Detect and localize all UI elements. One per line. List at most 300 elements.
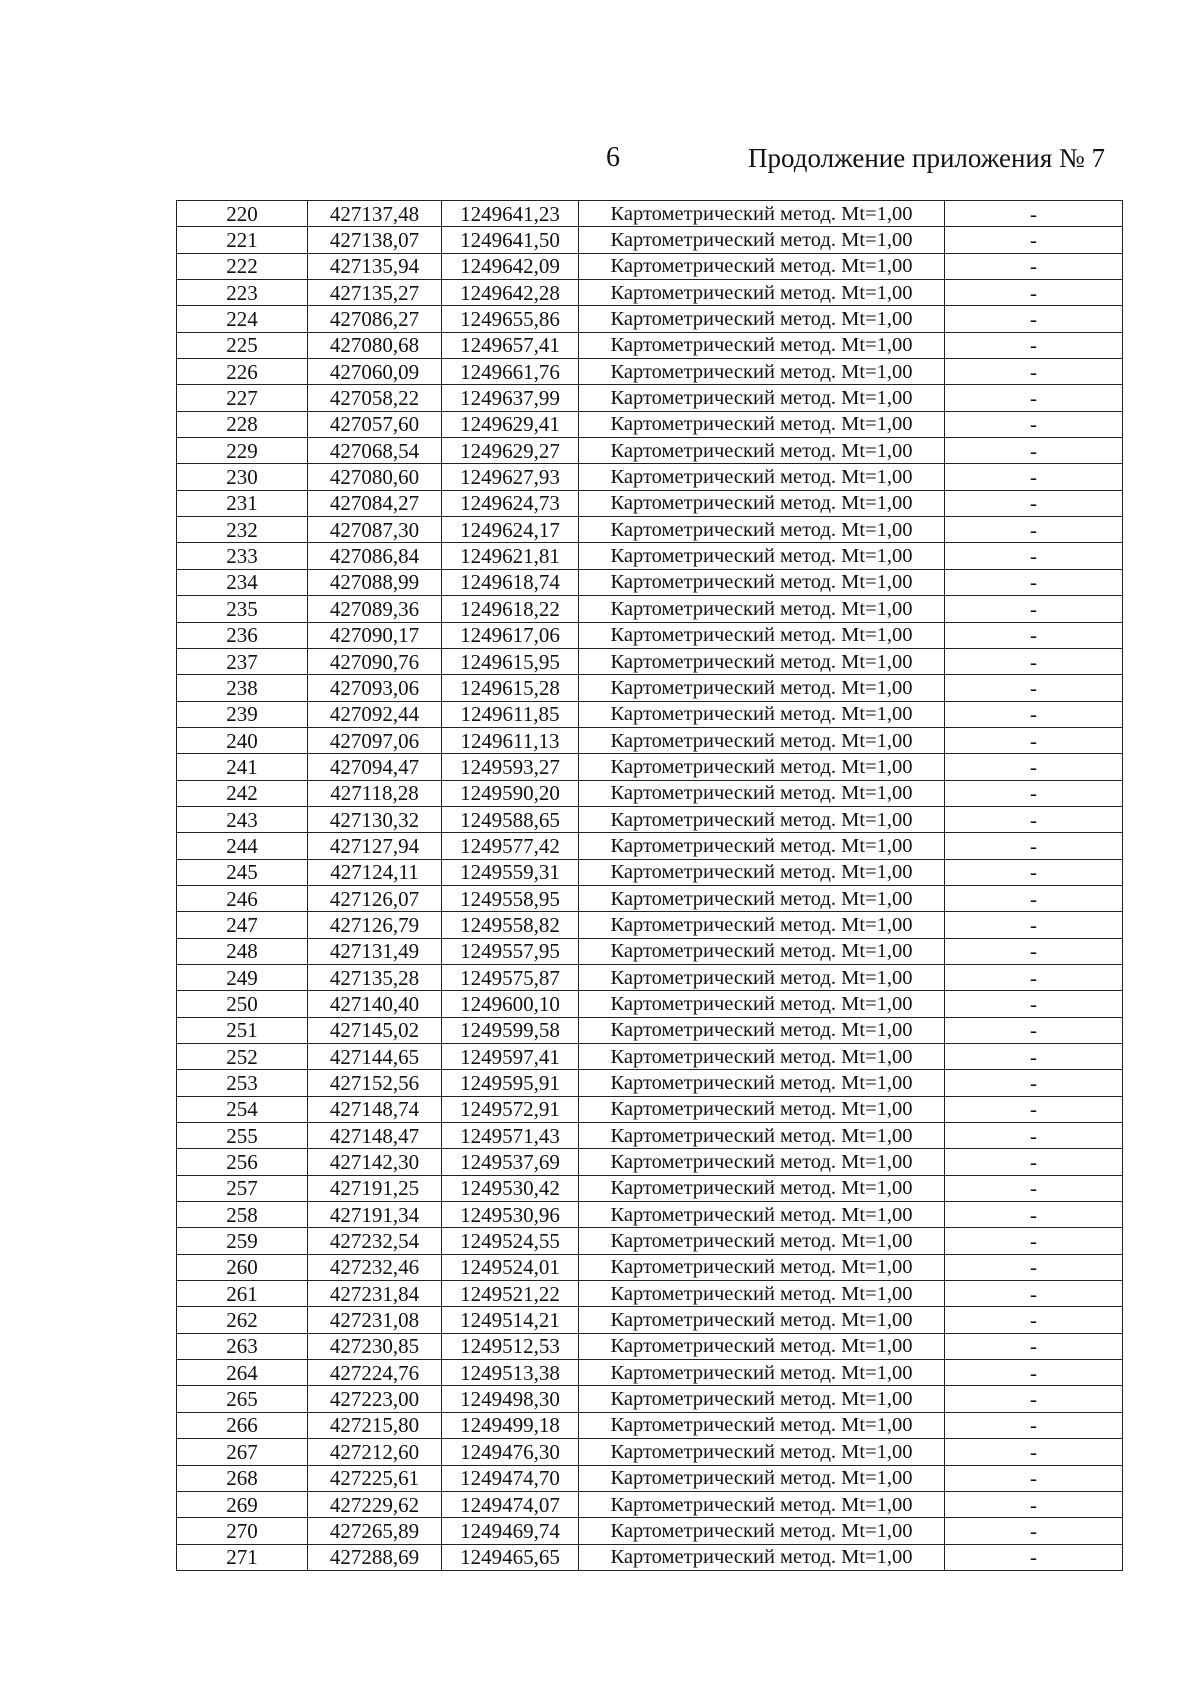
y-coordinate-cell: 1249499,18 (442, 1412, 579, 1438)
y-coordinate-cell: 1249618,22 (442, 596, 579, 622)
point-number-cell: 220 (177, 201, 308, 227)
method-cell: Картометрический метод. Mt=1,00 (579, 1017, 945, 1043)
table-row (177, 1360, 1123, 1386)
x-coordinate-cell: 427148,74 (308, 1096, 442, 1122)
y-coordinate-cell: 1249655,86 (442, 306, 579, 332)
x-coordinate-cell: 427089,36 (308, 596, 442, 622)
remark-cell: - (945, 464, 1123, 490)
point-number-cell: 249 (177, 964, 308, 990)
point-number-cell: 234 (177, 569, 308, 595)
y-coordinate-cell: 1249537,69 (442, 1149, 579, 1175)
point-number-cell: 232 (177, 517, 308, 543)
remark-cell: - (945, 1465, 1123, 1491)
remark-cell: - (945, 490, 1123, 516)
x-coordinate-cell: 427094,47 (308, 754, 442, 780)
remark-cell: - (945, 1491, 1123, 1517)
x-coordinate-cell: 427212,60 (308, 1439, 442, 1465)
table-row (177, 701, 1123, 727)
y-coordinate-cell: 1249558,95 (442, 885, 579, 911)
y-coordinate-cell: 1249611,13 (442, 727, 579, 753)
point-number-cell: 227 (177, 385, 308, 411)
x-coordinate-cell: 427152,56 (308, 1070, 442, 1096)
x-coordinate-cell: 427068,54 (308, 438, 442, 464)
remark-cell: - (945, 859, 1123, 885)
table-row (177, 596, 1123, 622)
table-row (177, 464, 1123, 490)
point-number-cell: 255 (177, 1123, 308, 1149)
method-cell: Картометрический метод. Mt=1,00 (579, 1333, 945, 1359)
x-coordinate-cell: 427142,30 (308, 1149, 442, 1175)
remark-cell: - (945, 359, 1123, 385)
x-coordinate-cell: 427225,61 (308, 1465, 442, 1491)
method-cell: Картометрический метод. Mt=1,00 (579, 253, 945, 279)
table-row (177, 1544, 1123, 1570)
point-number-cell: 254 (177, 1096, 308, 1122)
point-number-cell: 247 (177, 912, 308, 938)
point-number-cell: 233 (177, 543, 308, 569)
table-row (177, 1333, 1123, 1359)
method-cell: Картометрический метод. Mt=1,00 (579, 1096, 945, 1122)
table-row (177, 1412, 1123, 1438)
table-row (177, 1175, 1123, 1201)
method-cell: Картометрический метод. Mt=1,00 (579, 1518, 945, 1544)
y-coordinate-cell: 1249593,27 (442, 754, 579, 780)
table-row (177, 1149, 1123, 1175)
point-number-cell: 225 (177, 332, 308, 358)
method-cell: Картометрический метод. Mt=1,00 (579, 859, 945, 885)
method-cell: Картометрический метод. Mt=1,00 (579, 385, 945, 411)
remark-cell: - (945, 1544, 1123, 1570)
method-cell: Картометрический метод. Mt=1,00 (579, 1307, 945, 1333)
point-number-cell: 224 (177, 306, 308, 332)
y-coordinate-cell: 1249621,81 (442, 543, 579, 569)
method-cell: Картометрический метод. Mt=1,00 (579, 227, 945, 253)
table-row (177, 280, 1123, 306)
x-coordinate-cell: 427224,76 (308, 1360, 442, 1386)
table-row (177, 253, 1123, 279)
method-cell: Картометрический метод. Mt=1,00 (579, 1281, 945, 1307)
method-cell: Картометрический метод. Mt=1,00 (579, 201, 945, 227)
point-number-cell: 241 (177, 754, 308, 780)
method-cell: Картометрический метод. Mt=1,00 (579, 991, 945, 1017)
table-row (177, 964, 1123, 990)
y-coordinate-cell: 1249524,01 (442, 1254, 579, 1280)
table-row (177, 490, 1123, 516)
y-coordinate-cell: 1249571,43 (442, 1123, 579, 1149)
method-cell: Картометрический метод. Mt=1,00 (579, 359, 945, 385)
table-row (177, 727, 1123, 753)
method-cell: Картометрический метод. Mt=1,00 (579, 1123, 945, 1149)
method-cell: Картометрический метод. Mt=1,00 (579, 464, 945, 490)
x-coordinate-cell: 427191,34 (308, 1202, 442, 1228)
remark-cell: - (945, 517, 1123, 543)
method-cell: Картометрический метод. Mt=1,00 (579, 1465, 945, 1491)
method-cell: Картометрический метод. Mt=1,00 (579, 517, 945, 543)
method-cell: Картометрический метод. Mt=1,00 (579, 1228, 945, 1254)
remark-cell: - (945, 1254, 1123, 1280)
x-coordinate-cell: 427126,79 (308, 912, 442, 938)
method-cell: Картометрический метод. Mt=1,00 (579, 411, 945, 437)
page-caption: Продолжение приложения № 7 (748, 143, 1106, 173)
x-coordinate-cell: 427191,25 (308, 1175, 442, 1201)
y-coordinate-cell: 1249615,95 (442, 648, 579, 674)
table-row (177, 1491, 1123, 1517)
x-coordinate-cell: 427231,84 (308, 1281, 442, 1307)
remark-cell: - (945, 411, 1123, 437)
table-row (177, 833, 1123, 859)
remark-cell: - (945, 306, 1123, 332)
method-cell: Картометрический метод. Mt=1,00 (579, 569, 945, 595)
coordinates-table (176, 200, 1123, 1571)
y-coordinate-cell: 1249641,50 (442, 227, 579, 253)
method-cell: Картометрический метод. Mt=1,00 (579, 675, 945, 701)
x-coordinate-cell: 427084,27 (308, 490, 442, 516)
y-coordinate-cell: 1249661,76 (442, 359, 579, 385)
method-cell: Картометрический метод. Mt=1,00 (579, 701, 945, 727)
remark-cell: - (945, 253, 1123, 279)
method-cell: Картометрический метод. Mt=1,00 (579, 912, 945, 938)
method-cell: Картометрический метод. Mt=1,00 (579, 596, 945, 622)
table-row (177, 1386, 1123, 1412)
point-number-cell: 228 (177, 411, 308, 437)
point-number-cell: 223 (177, 280, 308, 306)
x-coordinate-cell: 427215,80 (308, 1412, 442, 1438)
y-coordinate-cell: 1249629,41 (442, 411, 579, 437)
table-row (177, 1123, 1123, 1149)
x-coordinate-cell: 427090,17 (308, 622, 442, 648)
y-coordinate-cell: 1249474,70 (442, 1465, 579, 1491)
x-coordinate-cell: 427086,84 (308, 543, 442, 569)
remark-cell: - (945, 1175, 1123, 1201)
remark-cell: - (945, 1149, 1123, 1175)
y-coordinate-cell: 1249599,58 (442, 1017, 579, 1043)
x-coordinate-cell: 427231,08 (308, 1307, 442, 1333)
point-number-cell: 252 (177, 1044, 308, 1070)
point-number-cell: 264 (177, 1360, 308, 1386)
remark-cell: - (945, 727, 1123, 753)
y-coordinate-cell: 1249618,74 (442, 569, 579, 595)
point-number-cell: 246 (177, 885, 308, 911)
x-coordinate-cell: 427086,27 (308, 306, 442, 332)
method-cell: Картометрический метод. Mt=1,00 (579, 280, 945, 306)
remark-cell: - (945, 227, 1123, 253)
point-number-cell: 250 (177, 991, 308, 1017)
y-coordinate-cell: 1249513,38 (442, 1360, 579, 1386)
method-cell: Картометрический метод. Mt=1,00 (579, 438, 945, 464)
remark-cell: - (945, 1360, 1123, 1386)
remark-cell: - (945, 1123, 1123, 1149)
remark-cell: - (945, 1070, 1123, 1096)
method-cell: Картометрический метод. Mt=1,00 (579, 332, 945, 358)
remark-cell: - (945, 991, 1123, 1017)
table-row (177, 1096, 1123, 1122)
y-coordinate-cell: 1249498,30 (442, 1386, 579, 1412)
method-cell: Картометрический метод. Mt=1,00 (579, 806, 945, 832)
remark-cell: - (945, 596, 1123, 622)
y-coordinate-cell: 1249590,20 (442, 780, 579, 806)
method-cell: Картометрический метод. Mt=1,00 (579, 543, 945, 569)
table-row (177, 1228, 1123, 1254)
point-number-cell: 231 (177, 490, 308, 516)
remark-cell: - (945, 1307, 1123, 1333)
point-number-cell: 259 (177, 1228, 308, 1254)
point-number-cell: 242 (177, 780, 308, 806)
point-number-cell: 230 (177, 464, 308, 490)
point-number-cell: 222 (177, 253, 308, 279)
table-row (177, 1017, 1123, 1043)
y-coordinate-cell: 1249627,93 (442, 464, 579, 490)
point-number-cell: 270 (177, 1518, 308, 1544)
remark-cell: - (945, 1386, 1123, 1412)
remark-cell: - (945, 1228, 1123, 1254)
point-number-cell: 269 (177, 1491, 308, 1517)
table-row (177, 438, 1123, 464)
remark-cell: - (945, 201, 1123, 227)
x-coordinate-cell: 427087,30 (308, 517, 442, 543)
table-row (177, 1070, 1123, 1096)
method-cell: Картометрический метод. Mt=1,00 (579, 727, 945, 753)
method-cell: Картометрический метод. Mt=1,00 (579, 1386, 945, 1412)
x-coordinate-cell: 427080,68 (308, 332, 442, 358)
method-cell: Картометрический метод. Mt=1,00 (579, 1491, 945, 1517)
remark-cell: - (945, 280, 1123, 306)
table-row (177, 648, 1123, 674)
x-coordinate-cell: 427229,62 (308, 1491, 442, 1517)
x-coordinate-cell: 427140,40 (308, 991, 442, 1017)
y-coordinate-cell: 1249615,28 (442, 675, 579, 701)
table-row (177, 227, 1123, 253)
remark-cell: - (945, 938, 1123, 964)
y-coordinate-cell: 1249524,55 (442, 1228, 579, 1254)
x-coordinate-cell: 427097,06 (308, 727, 442, 753)
table-row (177, 411, 1123, 437)
y-coordinate-cell: 1249629,27 (442, 438, 579, 464)
remark-cell: - (945, 622, 1123, 648)
remark-cell: - (945, 964, 1123, 990)
method-cell: Картометрический метод. Mt=1,00 (579, 1412, 945, 1438)
point-number-cell: 253 (177, 1070, 308, 1096)
method-cell: Картометрический метод. Mt=1,00 (579, 1044, 945, 1070)
x-coordinate-cell: 427138,07 (308, 227, 442, 253)
point-number-cell: 271 (177, 1544, 308, 1570)
point-number-cell: 226 (177, 359, 308, 385)
x-coordinate-cell: 427230,85 (308, 1333, 442, 1359)
table-row (177, 1307, 1123, 1333)
remark-cell: - (945, 780, 1123, 806)
table-row (177, 780, 1123, 806)
remark-cell: - (945, 385, 1123, 411)
y-coordinate-cell: 1249577,42 (442, 833, 579, 859)
method-cell: Картометрический метод. Mt=1,00 (579, 964, 945, 990)
point-number-cell: 257 (177, 1175, 308, 1201)
x-coordinate-cell: 427080,60 (308, 464, 442, 490)
table-row (177, 1044, 1123, 1070)
table-row (177, 1439, 1123, 1465)
y-coordinate-cell: 1249597,41 (442, 1044, 579, 1070)
point-number-cell: 258 (177, 1202, 308, 1228)
x-coordinate-cell: 427093,06 (308, 675, 442, 701)
point-number-cell: 236 (177, 622, 308, 648)
y-coordinate-cell: 1249559,31 (442, 859, 579, 885)
method-cell: Картометрический метод. Mt=1,00 (579, 833, 945, 859)
method-cell: Картометрический метод. Mt=1,00 (579, 1544, 945, 1570)
x-coordinate-cell: 427060,09 (308, 359, 442, 385)
x-coordinate-cell: 427288,69 (308, 1544, 442, 1570)
y-coordinate-cell: 1249642,28 (442, 280, 579, 306)
table-row (177, 1518, 1123, 1544)
table-row (177, 385, 1123, 411)
point-number-cell: 267 (177, 1439, 308, 1465)
y-coordinate-cell: 1249642,09 (442, 253, 579, 279)
y-coordinate-cell: 1249558,82 (442, 912, 579, 938)
point-number-cell: 248 (177, 938, 308, 964)
point-number-cell: 251 (177, 1017, 308, 1043)
x-coordinate-cell: 427130,32 (308, 806, 442, 832)
point-number-cell: 244 (177, 833, 308, 859)
point-number-cell: 265 (177, 1386, 308, 1412)
point-number-cell: 237 (177, 648, 308, 674)
point-number-cell: 229 (177, 438, 308, 464)
y-coordinate-cell: 1249600,10 (442, 991, 579, 1017)
y-coordinate-cell: 1249588,65 (442, 806, 579, 832)
x-coordinate-cell: 427135,28 (308, 964, 442, 990)
y-coordinate-cell: 1249624,73 (442, 490, 579, 516)
x-coordinate-cell: 427127,94 (308, 833, 442, 859)
table-row (177, 332, 1123, 358)
remark-cell: - (945, 912, 1123, 938)
table-row (177, 622, 1123, 648)
y-coordinate-cell: 1249557,95 (442, 938, 579, 964)
x-coordinate-cell: 427135,27 (308, 280, 442, 306)
point-number-cell: 239 (177, 701, 308, 727)
table-row (177, 569, 1123, 595)
method-cell: Картометрический метод. Mt=1,00 (579, 1439, 945, 1465)
x-coordinate-cell: 427118,28 (308, 780, 442, 806)
y-coordinate-cell: 1249572,91 (442, 1096, 579, 1122)
y-coordinate-cell: 1249611,85 (442, 701, 579, 727)
y-coordinate-cell: 1249657,41 (442, 332, 579, 358)
x-coordinate-cell: 427131,49 (308, 938, 442, 964)
y-coordinate-cell: 1249514,21 (442, 1307, 579, 1333)
remark-cell: - (945, 332, 1123, 358)
y-coordinate-cell: 1249474,07 (442, 1491, 579, 1517)
remark-cell: - (945, 701, 1123, 727)
y-coordinate-cell: 1249595,91 (442, 1070, 579, 1096)
remark-cell: - (945, 543, 1123, 569)
y-coordinate-cell: 1249469,74 (442, 1518, 579, 1544)
table-row (177, 754, 1123, 780)
table-row (177, 885, 1123, 911)
x-coordinate-cell: 427057,60 (308, 411, 442, 437)
remark-cell: - (945, 1017, 1123, 1043)
x-coordinate-cell: 427232,46 (308, 1254, 442, 1280)
table-row (177, 359, 1123, 385)
coordinates-table-body (177, 201, 1123, 1571)
method-cell: Картометрический метод. Mt=1,00 (579, 622, 945, 648)
table-row (177, 517, 1123, 543)
x-coordinate-cell: 427135,94 (308, 253, 442, 279)
method-cell: Картометрический метод. Mt=1,00 (579, 754, 945, 780)
x-coordinate-cell: 427090,76 (308, 648, 442, 674)
point-number-cell: 260 (177, 1254, 308, 1280)
point-number-cell: 238 (177, 675, 308, 701)
point-number-cell: 261 (177, 1281, 308, 1307)
y-coordinate-cell: 1249641,23 (442, 201, 579, 227)
remark-cell: - (945, 885, 1123, 911)
remark-cell: - (945, 648, 1123, 674)
x-coordinate-cell: 427092,44 (308, 701, 442, 727)
method-cell: Картометрический метод. Mt=1,00 (579, 1175, 945, 1201)
table-row (177, 1465, 1123, 1491)
remark-cell: - (945, 806, 1123, 832)
remark-cell: - (945, 754, 1123, 780)
x-coordinate-cell: 427223,00 (308, 1386, 442, 1412)
point-number-cell: 256 (177, 1149, 308, 1175)
remark-cell: - (945, 569, 1123, 595)
x-coordinate-cell: 427088,99 (308, 569, 442, 595)
table-row (177, 912, 1123, 938)
table-row (177, 201, 1123, 227)
y-coordinate-cell: 1249476,30 (442, 1439, 579, 1465)
x-coordinate-cell: 427144,65 (308, 1044, 442, 1070)
remark-cell: - (945, 1281, 1123, 1307)
y-coordinate-cell: 1249624,17 (442, 517, 579, 543)
y-coordinate-cell: 1249530,96 (442, 1202, 579, 1228)
x-coordinate-cell: 427232,54 (308, 1228, 442, 1254)
remark-cell: - (945, 1202, 1123, 1228)
y-coordinate-cell: 1249617,06 (442, 622, 579, 648)
point-number-cell: 221 (177, 227, 308, 253)
remark-cell: - (945, 675, 1123, 701)
remark-cell: - (945, 1333, 1123, 1359)
remark-cell: - (945, 1044, 1123, 1070)
x-coordinate-cell: 427145,02 (308, 1017, 442, 1043)
table-row (177, 1202, 1123, 1228)
point-number-cell: 240 (177, 727, 308, 753)
method-cell: Картометрический метод. Mt=1,00 (579, 1070, 945, 1096)
table-row (177, 543, 1123, 569)
method-cell: Картометрический метод. Mt=1,00 (579, 938, 945, 964)
method-cell: Картометрический метод. Mt=1,00 (579, 780, 945, 806)
remark-cell: - (945, 1096, 1123, 1122)
point-number-cell: 266 (177, 1412, 308, 1438)
x-coordinate-cell: 427124,11 (308, 859, 442, 885)
x-coordinate-cell: 427126,07 (308, 885, 442, 911)
point-number-cell: 245 (177, 859, 308, 885)
remark-cell: - (945, 1412, 1123, 1438)
method-cell: Картометрический метод. Mt=1,00 (579, 648, 945, 674)
table-row (177, 306, 1123, 332)
method-cell: Картометрический метод. Mt=1,00 (579, 1202, 945, 1228)
point-number-cell: 268 (177, 1465, 308, 1491)
y-coordinate-cell: 1249637,99 (442, 385, 579, 411)
point-number-cell: 243 (177, 806, 308, 832)
method-cell: Картометрический метод. Mt=1,00 (579, 1254, 945, 1280)
table-row (177, 675, 1123, 701)
y-coordinate-cell: 1249465,65 (442, 1544, 579, 1570)
y-coordinate-cell: 1249575,87 (442, 964, 579, 990)
x-coordinate-cell: 427137,48 (308, 201, 442, 227)
x-coordinate-cell: 427148,47 (308, 1123, 442, 1149)
point-number-cell: 263 (177, 1333, 308, 1359)
method-cell: Картометрический метод. Mt=1,00 (579, 490, 945, 516)
page-number: 6 (606, 142, 620, 173)
remark-cell: - (945, 1439, 1123, 1465)
point-number-cell: 235 (177, 596, 308, 622)
table-row (177, 1254, 1123, 1280)
x-coordinate-cell: 427058,22 (308, 385, 442, 411)
method-cell: Картометрический метод. Mt=1,00 (579, 1149, 945, 1175)
